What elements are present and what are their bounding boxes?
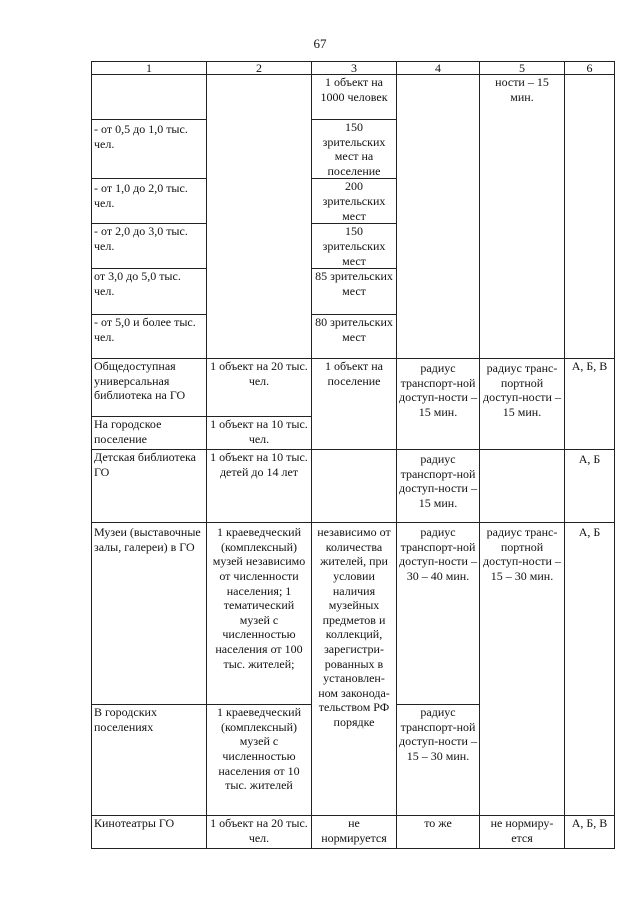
- table-cell: 80 зрительских мест: [312, 315, 397, 359]
- header-cell: 5: [480, 62, 565, 75]
- table-cell: ности – 15 мин.: [480, 75, 565, 359]
- table-cell: 1 объект на 10 тыс. чел.: [207, 417, 312, 450]
- table-cell: радиус транс-портной доступ-ности – 15 – 30 мин.: [480, 523, 565, 816]
- table-cell: радиус транспорт-ной доступ-ности – 30 – 40 мин.: [397, 523, 480, 705]
- table-cell: 85 зрительских мест: [312, 269, 397, 315]
- table-row: [92, 75, 615, 120]
- table-cell: 1 объект на поселение: [312, 359, 397, 450]
- table-cell: А, Б: [565, 523, 615, 816]
- table-cell: радиус транспорт-ной доступ-ности – 15 – 30 мин.: [397, 705, 480, 816]
- header-row: [92, 62, 615, 75]
- table-row: [92, 523, 615, 705]
- table-cell: Детская библиотека ГО: [92, 450, 207, 523]
- table-cell: 150 зрительских мест на поселение: [312, 120, 397, 179]
- page-number: 67: [313, 36, 327, 51]
- table-cell: то же: [397, 816, 480, 849]
- table-cell: радиус транспорт-ной доступ-ности – 15 мин.: [397, 359, 480, 450]
- header-cell: 2: [207, 62, 312, 75]
- norms-table: [91, 61, 615, 849]
- table-cell: 1 объект на 1000 человек: [312, 75, 397, 120]
- table-cell: 1 объект на 20 тыс. чел.: [207, 816, 312, 849]
- table-cell: 200 зрительских мест: [312, 179, 397, 224]
- table-cell: [92, 75, 207, 120]
- table-cell: [480, 450, 565, 523]
- table-cell: На городское поселение: [92, 417, 207, 450]
- table-cell: А, Б, В: [565, 816, 615, 849]
- table-cell: Музеи (выставочные залы, галереи) в ГО: [92, 523, 207, 705]
- table-cell: [397, 75, 480, 359]
- table-cell: А, Б, В: [565, 359, 615, 450]
- table-cell: - от 1,0 до 2,0 тыс. чел.: [92, 179, 207, 224]
- table-cell: Кинотеатры ГО: [92, 816, 207, 849]
- table-cell: 1 объект на 10 тыс. детей до 14 лет: [207, 450, 312, 523]
- header-cell: 1: [92, 62, 207, 75]
- table-cell: - от 5,0 и более тыс. чел.: [92, 315, 207, 359]
- table-cell: [207, 75, 312, 359]
- table-cell: 1 объект на 20 тыс. чел.: [207, 359, 312, 417]
- table-row: [92, 816, 615, 849]
- table-cell: 150 зрительских мест: [312, 224, 397, 269]
- header-cell: 3: [312, 62, 397, 75]
- header-cell: 4: [397, 62, 480, 75]
- table-cell: радиус транс-портной доступ-ности – 15 мин.: [480, 359, 565, 450]
- table-cell: 1 краеведческий (комплексный) музей с численностью населения от 10 тыс. жителей: [207, 705, 312, 816]
- table-cell: А, Б: [565, 450, 615, 523]
- header-cell: 6: [565, 62, 615, 75]
- table-cell: [565, 75, 615, 359]
- table-cell: от 3,0 до 5,0 тыс. чел.: [92, 269, 207, 315]
- table-cell: - от 0,5 до 1,0 тыс. чел.: [92, 120, 207, 179]
- table-row: [92, 450, 615, 523]
- table-cell: не нормируется: [312, 816, 397, 849]
- table-cell: - от 2,0 до 3,0 тыс. чел.: [92, 224, 207, 269]
- table-cell: радиус транспорт-ной доступ-ности – 15 мин.: [397, 450, 480, 523]
- table-cell: независимо от количества жителей, при условии наличия музейных предметов и коллекций, зарегистри-рованных в установлен-ном законода-тельством РФ порядке: [312, 523, 397, 816]
- table-cell: [312, 450, 397, 523]
- table-cell: Общедоступная универсальная библиотека на ГО: [92, 359, 207, 417]
- table-cell: не нормиру-ется: [480, 816, 565, 849]
- table-row: [92, 359, 615, 417]
- table-cell: 1 краеведческий (комплексный) музей независимо от численности населения; 1 тематический музей с численностью населения от 100 тыс. жителей;: [207, 523, 312, 705]
- table-cell: В городских поселениях: [92, 705, 207, 816]
